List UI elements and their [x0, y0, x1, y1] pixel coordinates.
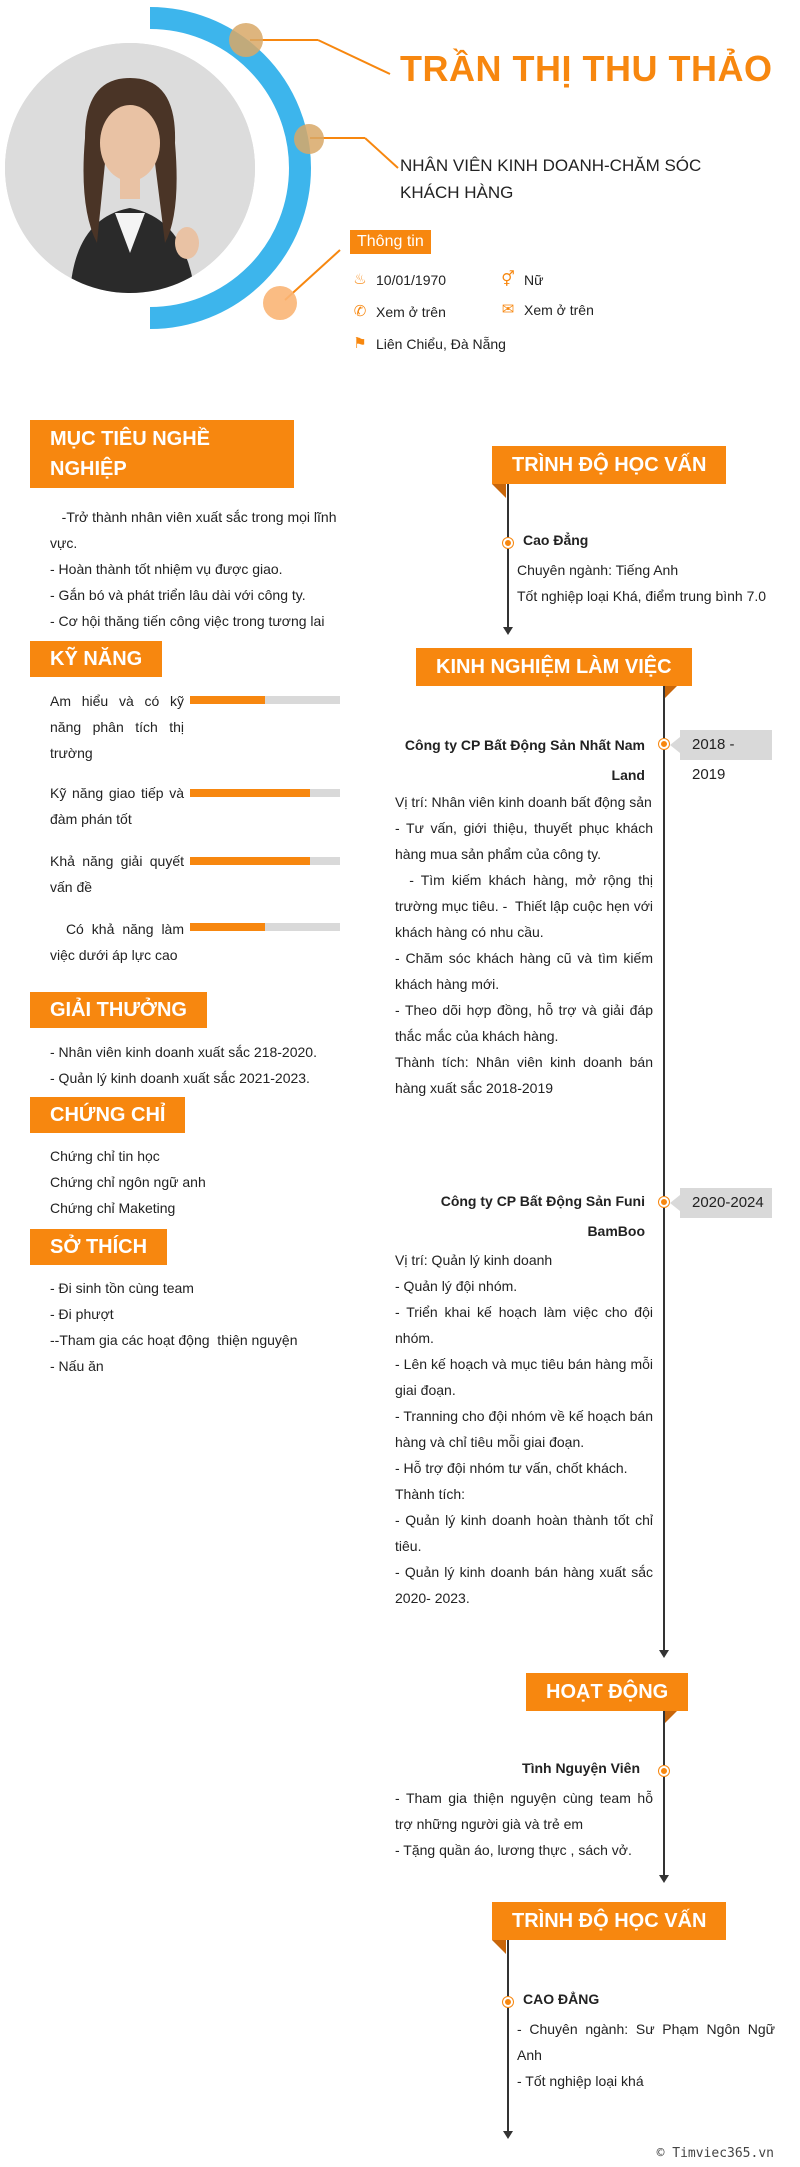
timeline-arrow [659, 1875, 669, 1883]
job-line: Thành tích: [395, 1486, 466, 1502]
skills-title [30, 641, 162, 677]
candidate-name: TRẦN THỊ THU THẢO [400, 48, 773, 89]
skill-bar [190, 923, 340, 931]
awards-title-text: GIẢI THƯỞNG [50, 998, 187, 1021]
objective-line: - Gắn bó và phát triển lâu dài với công ty. [50, 587, 306, 603]
education-title-text: TRÌNH ĐỘ HỌC VẤN [512, 453, 707, 476]
timeline-dot [659, 739, 669, 749]
phone-value: Xem ở trên [376, 304, 446, 320]
job-line: - Quản lý kinh doanh bán hàng xuất sắc 2020- 2023. [395, 1564, 653, 1606]
education-line: Chuyên ngành: Tiếng Anh [517, 562, 679, 578]
job-line: - Tranning cho đội nhóm về kế hoạch bán hàng và chỉ tiêu mỗi giai đoạn. [395, 1408, 653, 1450]
birthday-value: 10/01/1970 [376, 272, 447, 288]
info-label: Thông tin [350, 230, 431, 254]
awards-list [50, 1039, 350, 1091]
job-line: - Theo dõi hợp đồng, hỗ trợ và giải đáp thắc mắc của khách hàng. [395, 1002, 653, 1044]
hobbies-title-text: SỞ THÍCH [50, 1235, 148, 1258]
title-fold [492, 1940, 506, 1954]
award-line: - Quản lý kinh doanh xuất sắc 2021-2023. [50, 1070, 310, 1086]
activities-title-text: HOẠT ĐỘNG [546, 1680, 669, 1703]
skill-fill [190, 923, 265, 931]
hobby-line: - Đi sinh tồn cùng team [50, 1280, 194, 1296]
objective-line: - Cơ hội thăng tiến công việc trong tương lai [50, 613, 325, 629]
education2-details [517, 2016, 775, 2094]
awards-title [30, 992, 207, 1028]
activity-details [395, 1785, 653, 1863]
activity-line: - Tặng quần áo, lương thực , sách vở. [395, 1842, 632, 1858]
job-line: - Triển khai kế hoạch làm việc cho đội nhóm. [395, 1304, 653, 1346]
objective-list [50, 504, 340, 634]
skill-label: Am hiểu và có kỹ năng phân tích thị trường [50, 693, 184, 761]
education-title [492, 446, 726, 484]
activities-title [526, 1673, 688, 1711]
phone-icon: ✆ [353, 303, 367, 320]
hobby-line: --Tham gia các hoạt động thiện nguyện [50, 1332, 298, 1348]
skill-bar [190, 789, 340, 797]
certificates-list [50, 1143, 350, 1221]
timeline-arrow [503, 627, 513, 635]
skill-label: Kỹ năng giao tiếp và đàm phán tốt [50, 785, 184, 827]
job-line: - Tư vấn, giới thiệu, thuyết phục khách hàng mua sản phẩm của công ty. [395, 820, 653, 862]
timeline-arrow [503, 2131, 513, 2139]
job-line: Thành tích: Nhân viên kinh doanh bán hàng xuất sắc 2018-2019 [395, 1054, 653, 1096]
hobby-line: - Đi phượt [50, 1306, 114, 1322]
title-fold [663, 686, 677, 700]
education-line: Tốt nghiệp loại Khá, điểm trung bình 7.0 [517, 588, 767, 604]
timeline-dot [659, 1197, 669, 1207]
objective-line: -Trở thành nhân viên xuất sắc trong mọi lĩnh vực. [50, 509, 341, 551]
watermark: © Timviec365.vn [656, 2146, 774, 2161]
job-period: 2018 - 2019 [680, 730, 772, 760]
hobbies-list [50, 1275, 350, 1379]
hobby-line: - Nấu ăn [50, 1358, 104, 1374]
gender-value: Nữ [524, 272, 544, 288]
timeline-line [507, 484, 509, 628]
hobbies-title [30, 1229, 167, 1265]
phone-row [352, 304, 446, 320]
skill-fill [190, 857, 310, 865]
certificate-line: Chứng chỉ ngôn ngữ anh [50, 1174, 206, 1190]
job-details [395, 1247, 653, 1611]
skill-fill [190, 789, 310, 797]
email-row [500, 302, 594, 318]
timeline-arrow [659, 1650, 669, 1658]
job-period: 2020-2024 [680, 1188, 772, 1218]
education2-line: - Tốt nghiệp loại khá [517, 2073, 644, 2089]
timeline-line [663, 1711, 665, 1876]
job-line: Vị trí: Quản lý kinh doanh [395, 1252, 553, 1268]
job-line: - Tìm kiếm khách hàng, mở rộng thị trường mục tiêu. - Thiết lập cuộc hẹn với khách hàng có nhu cầu. [395, 872, 657, 940]
address-icon: ⚑ [353, 335, 367, 352]
gender-row [500, 272, 543, 288]
skill-bar [190, 857, 340, 865]
education-details [517, 557, 787, 609]
email-icon: ✉ [501, 301, 515, 318]
skills-title-text: KỸ NĂNG [50, 647, 143, 670]
activity-line: - Tham gia thiện nguyện cùng team hỗ trợ những người già và trẻ em [395, 1790, 653, 1832]
timeline-dot [503, 1997, 513, 2007]
job-line: - Hỗ trợ đội nhóm tư vấn, chốt khách. [395, 1460, 628, 1476]
experience-title [416, 648, 692, 686]
title-fold [663, 1711, 677, 1725]
certificate-line: Chứng chỉ tin học [50, 1148, 160, 1164]
job-line: Vị trí: Nhân viên kinh doanh bất động sản [395, 794, 652, 810]
experience-title-text: KINH NGHIỆM LÀM VIỆC [436, 655, 672, 678]
certificate-line: Chứng chỉ Maketing [50, 1200, 176, 1216]
job-line: - Lên kế hoạch và mục tiêu bán hàng mỗi giai đoạn. [395, 1356, 653, 1398]
address-value: Liên Chiểu, Đà Nẵng [376, 336, 506, 352]
certificates-title [30, 1097, 185, 1133]
birthday-row [352, 272, 446, 288]
avatar [5, 43, 255, 293]
education2-school: CAO ĐẲNG [523, 1991, 600, 2007]
skill-bar [190, 696, 340, 704]
title-fold [492, 484, 506, 498]
birthday-icon: ♨ [353, 271, 367, 288]
timeline-dot [659, 1766, 669, 1776]
job-line: - Quản lý đội nhóm. [395, 1278, 518, 1294]
timeline-line [507, 1940, 509, 2132]
award-line: - Nhân viên kinh doanh xuất sắc 218-2020. [50, 1044, 317, 1060]
education2-line: - Chuyên ngành: Sư Phạm Ngôn Ngữ Anh [517, 2021, 775, 2063]
gender-icon: ⚥ [501, 271, 515, 288]
email-value: Xem ở trên [524, 302, 594, 318]
address-row [352, 336, 506, 352]
job-company: Công ty CP Bất Động Sản Funi BamBoo [440, 1193, 645, 1239]
education2-title [492, 1902, 726, 1940]
job-line: - Quản lý kinh doanh hoàn thành tốt chỉ tiêu. [395, 1512, 653, 1554]
timeline-line [663, 686, 665, 1651]
objective-line: - Hoàn thành tốt nhiệm vụ được giao. [50, 561, 283, 577]
job-details [395, 789, 657, 1101]
education-school: Cao Đẳng [523, 532, 589, 548]
skill-label: Có khả năng làm việc dưới áp lực cao [50, 921, 188, 963]
job-line: - Chăm sóc khách hàng cũ và tìm kiếm khách hàng mới. [395, 950, 653, 992]
job-company: Công ty CP Bất Động Sản Nhất Nam Land [404, 737, 645, 783]
education2-title-text: TRÌNH ĐỘ HỌC VẤN [512, 1909, 707, 1932]
certificates-title-text: CHỨNG CHỈ [50, 1103, 166, 1126]
timeline-dot [503, 538, 513, 548]
candidate-position: NHÂN VIÊN KINH DOANH-CHĂM SÓC KHÁCH HÀNG [400, 156, 702, 202]
activity-name: Tình Nguyện Viên [522, 1760, 640, 1776]
skill-fill [190, 696, 265, 704]
objective-title-text: MỤC TIÊU NGHỀ NGHIỆP [50, 428, 210, 480]
objective-title [30, 420, 294, 488]
skill-label: Khả năng giải quyết vấn đề [50, 853, 184, 895]
